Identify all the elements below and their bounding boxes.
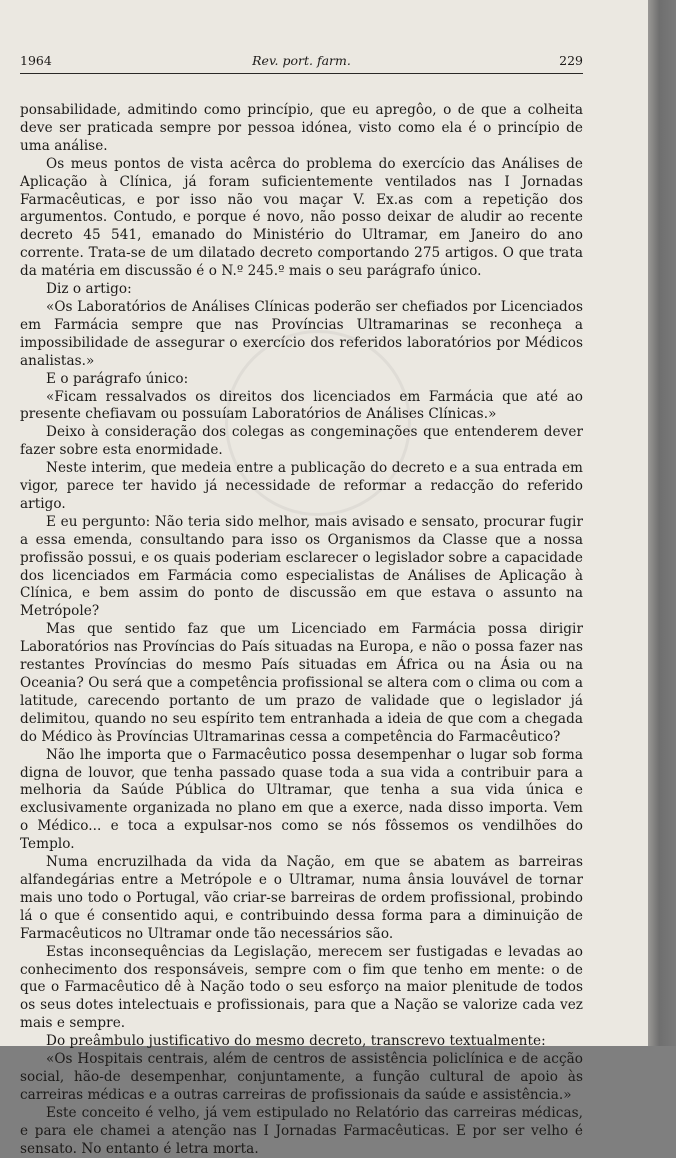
- paragraph: E o parágrafo único:: [46, 370, 189, 387]
- header-rule: [20, 73, 583, 74]
- paragraph: Deixo à consideração dos colegas as congeminações que entenderem dever fazer sobre esta enormidade.: [20, 424, 583, 459]
- running-header: [20, 53, 583, 71]
- quote-paragraph: «Os Hospitais centrais, além de centros de assistência policlínica e de acção social, hão-de desempenhar, conjuntamente, a função cultural de apoio às carreiras médicas e a outras carreiras de profissionais da saúde e assistência.»: [20, 1051, 583, 1103]
- paragraph: Numa encruzilhada da vida da Nação, em que se abatem as barreiras alfandegárias entre a Metrópole e o Ultramar, numa ânsia louvável de tornar mais uno todo o Portugal, vão criar-se barreiras de ordem profissional, probindo lá o que é consentido aqui, e contribuindo dessa forma para a diminuição de Farmacêuticos no Ultramar onde tão necessários são.: [20, 854, 583, 942]
- header-page-number: 229: [559, 53, 583, 68]
- paragraph: Estas inconsequências da Legislação, merecem ser fustigadas e levadas ao conhecimento dos responsáveis, sempre com o fim que tenho em mente: o de que o Farmacêutico dê à Nação todo o seu esforço na maior plenitude de todos os seus dotes intelectuais e profissionais, para que a Nação se valorize cada vez mais e sempre.: [20, 943, 583, 1032]
- paragraph: Mas que sentido faz que um Licenciado em Farmácia possa dirigir Laboratórios nas Províncias do País situadas na Europa, e não o possa fazer nas restantes Províncias do mesmo País situadas em África ou na Ásia ou na Oceania? Ou será que a competência profissional se altera com o clima ou com a latitude, carecendo portanto de um prazo de validade que o legislador já delimitou, quando no seu espírito tem entranhada a ideia de que com a chegada do Médico às Províncias Ultramarinas cessa a competência do Farmacêutico?: [20, 621, 583, 745]
- article-body: [20, 102, 583, 1158]
- paragraph: ponsabilidade, admitindo como princípio, que eu apregôo, o de que a colheita deve ser praticada sempre por pessoa idónea, visto como ela é o princípio de uma análise.: [20, 102, 583, 154]
- quote-paragraph: «Ficam ressalvados os direitos dos licenciados em Farmácia que até ao presente chefiavam ou possuíam Laboratórios de Análises Clínicas.»: [20, 388, 583, 423]
- header-journal-title: Rev. port. farm.: [252, 53, 351, 68]
- paragraph: Neste interim, que medeia entre a publicação do decreto e a sua entrada em vigor, parece ter havido já necessidade de reformar a redacção do referido artigo.: [20, 460, 583, 512]
- page-edge-shadow: [648, 0, 676, 1046]
- header-year: 1964: [20, 53, 52, 68]
- paragraph: Não lhe importa que o Farmacêutico possa desempenhar o lugar sob forma digna de louvor, que tenha passado quase toda a sua vida a contribuir para a melhoria da Saúde Pública do Ultramar, que tenha a sua vida única e exclusivamente organizada no plano em que a exerce, nada disso importa. Vem o Médico... e toca a expulsar-nos como se nós fôssemos os vendilhões do Templo.: [20, 746, 583, 853]
- paragraph: E eu pergunto: Não teria sido melhor, mais avisado e sensato, procurar fugir a essa emenda, consultando para isso os Organismos da Classe que a nossa profissão possui, e os quais poderiam esclarecer o legislador sobre a capacidade dos licenciados em Farmácia como especialistas de Análises de Aplicação à Clínica, e bem assim do ponto de discussão em que estava o assunto na Metrópole?: [20, 513, 583, 620]
- paragraph: Este conceito é velho, já vem estipulado no Relatório das carreiras médicas, e para ele chamei a atenção nas I Jornadas Farmacêuticas. E por ser velho é sensato. No entanto é letra morta.: [20, 1104, 583, 1157]
- paragraph: Diz o artigo:: [46, 281, 132, 298]
- quote-paragraph: «Os Laboratórios de Análises Clínicas poderão ser chefiados por Licenciados em Farmácia sempre que nas Províncias Ultramarinas se reconheça a impossibilidade de assegurar o exercício dos referidos laboratórios por Médicos analistas.»: [20, 298, 583, 369]
- paragraph: Os meus pontos de vista acêrca do problema do exercício das Análises de Aplicação à Clínica, já foram suficientemente ventilados nas I Jornadas Farmacêuticas, e por isso não vou maçar V. Ex.as com a repetição dos argumentos. Contudo, e porque é novo, não posso deixar de aludir ao recente decreto 45 541, emanado do Ministério do Ultramar, em Janeiro do ano corrente. Trata-se de um dilatado decreto comportando 275 artigos. O que trata da matéria em discussão é o N.º 245.º mais o seu parágrafo único.: [20, 155, 583, 280]
- paragraph: Do preâmbulo justificativo do mesmo decreto, transcrevo textualmente:: [46, 1033, 546, 1050]
